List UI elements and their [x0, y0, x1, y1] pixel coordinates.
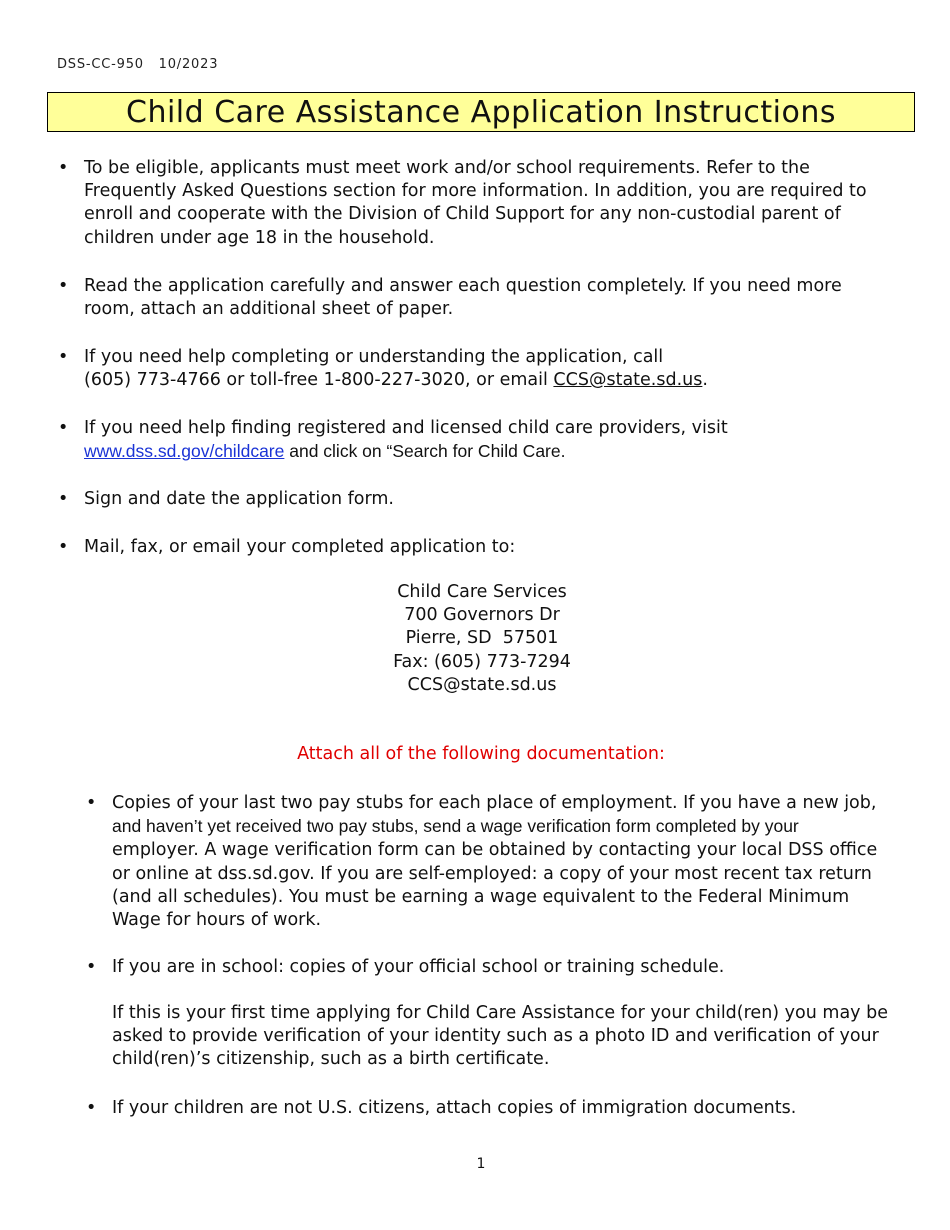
bullet-icon: • [58, 158, 69, 178]
mailing-address [0, 581, 950, 697]
instruction-text: To be eligible, applicants must meet work and/or school requirements. Refer to the Frequently Asked Questions section for more information. In addition, you are required to enroll and cooperate with the Division of Child Support for any non-custodial parent of children under age 18 in the household. [84, 158, 867, 248]
bullet-icon: • [58, 418, 69, 438]
doc-note-text: If this is your first time applying for Child Care Assistance for your child(ren) you may be asked to provide verification of your identity such as a photo ID and verification of your child(ren)’s citizenship, such as a birth certificate. [112, 1003, 888, 1070]
doc-line: If you are in school: copies of your official school or training schedule. [112, 957, 725, 977]
doc-text [112, 792, 922, 932]
doc-text: If your children are not U.S. citizens, attach copies of immigration documents. [112, 1098, 797, 1118]
bullet-icon: • [58, 347, 69, 367]
page-number: 1 [476, 1156, 486, 1172]
instruction-text: Mail, fax, or email your completed application to: [84, 537, 516, 557]
address-street: 700 Governors Dr [404, 605, 560, 626]
address-email: CCS@state.sd.us [407, 674, 557, 695]
documentation-heading: Attach all of the following documentation: [297, 744, 665, 764]
page-title: Child Care Assistance Application Instructions [47, 92, 915, 132]
bullet-icon: • [58, 276, 69, 296]
providers-line: If you need help finding registered and licensed child care providers, visit [84, 418, 728, 438]
instruction-text: Read the application carefully and answer each question completely. If you need more room, attach an additional sheet of paper. [84, 276, 842, 320]
doc-line: and haven’t yet received two pay stubs, send a wage verification form completed by your [112, 816, 799, 837]
bullet-icon: • [58, 537, 69, 557]
bullet-icon: • [86, 1098, 97, 1118]
instruction-text [84, 346, 919, 392]
instruction-text [84, 417, 919, 464]
help-email-link[interactable]: CCS@state.sd.us [553, 370, 703, 391]
childcare-link[interactable]: www.dss.sd.gov/childcare [84, 441, 285, 462]
providers-suffix: and click on “Search for Child Care. [284, 441, 566, 462]
help-suffix: . [702, 370, 708, 391]
doc-rest: employer. A wage verification form can be obtained by contacting your local DSS office or online at dss.sd.gov. If you are self-employed: a copy of your most recent tax return (and all schedules). You must be earning a wage equivalent to the Federal Minimum Wage for hours of work. [112, 840, 878, 931]
address-name: Child Care Services [397, 582, 567, 602]
doc-line: Copies of your last two pay stubs for each place of employment. If you have a new job, [112, 793, 877, 813]
help-line: If you need help completing or understanding the application, call [84, 347, 664, 367]
address-city: Pierre, SD 57501 [405, 628, 559, 649]
bullet-icon: • [86, 793, 97, 813]
bullet-icon: • [86, 957, 97, 977]
instruction-text: Sign and date the application form. [84, 489, 394, 509]
address-fax: Fax: (605) 773-7294 [393, 651, 571, 672]
doc-text [112, 956, 922, 979]
help-phone-line: (605) 773-4766 or toll-free 1-800-227-3020, or email [84, 370, 554, 391]
form-code: DSS-CC-950 10/2023 [57, 57, 219, 72]
bullet-icon: • [58, 489, 69, 509]
